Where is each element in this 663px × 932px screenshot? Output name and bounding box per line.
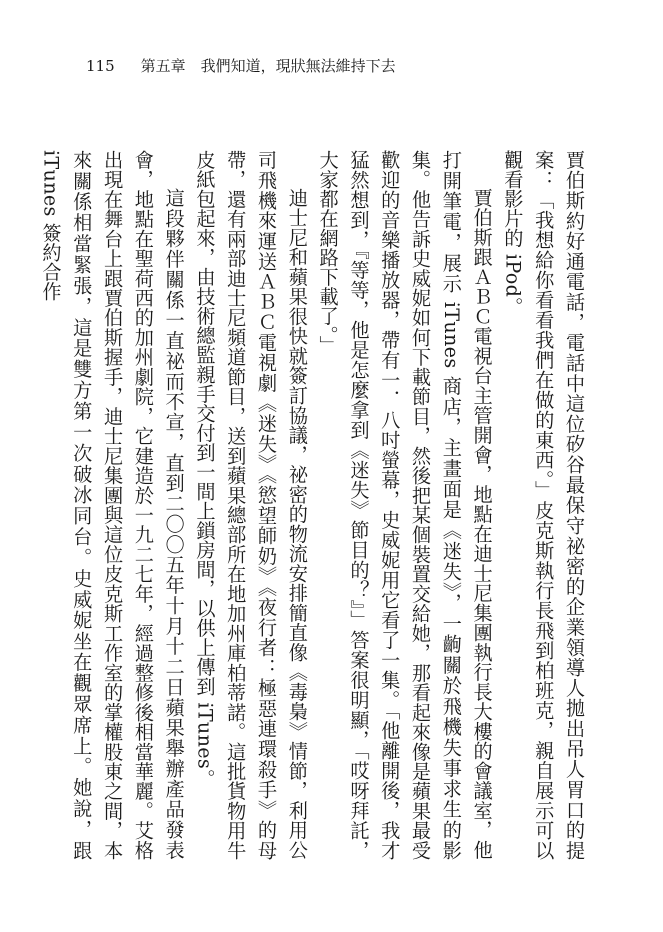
running-header <box>86 56 396 76</box>
paragraph: 迪士尼和蘋果很快就簽訂協議，祕密的物流安排簡直像《毒梟》情節，利用公司飛機來運送ＡＢＣ電視劇《迷失》《慾望師奶》《夜行者：極惡連環殺手》的母帶，還有兩部迪士尼頻道節目，送到蘋果總部所在地加州庫柏蒂諾。這批貨物用牛皮紙包起來，由技術總監親手交付到一間上鎖房間，以供上傳到 iTunes。 <box>193 150 309 860</box>
chapter-title: 第五章 我們知道，現狀無法維持下去 <box>140 57 396 75</box>
page-number: 115 <box>86 57 115 75</box>
paragraph: 這段夥伴關係一直祕而不宣，直到二〇〇五年十月十二日蘋果舉辦產品發表會，地點在聖荷西的加州劇院，它建造於一九二七年，經過整修後相當華麗。艾格出現在舞台上跟賈伯斯握手，迪士尼集團與這位皮克斯工作室的掌權股東之間，本來關係相當緊張，這是雙方第一次破冰同台。史威妮坐在觀眾席上。她說，跟 iTunes 簽約合作 <box>39 150 186 860</box>
body-text <box>39 150 589 860</box>
paragraph: 賈伯斯跟ＡＢＣ電視台主管開會，地點在迪士尼集團執行長大樓的會議室，他打開筆電，展示 iTunes 商店，主畫面是《迷失》，一齣關於飛機失事求生的影集。他告訴史威妮如何下載節目，然後把某個裝置交給她，那看起來像是蘋果最受歡迎的音樂播放器，帶有一．八吋螢幕，史威妮用它看了一集。「他離開後，我才猛然想到，『等等，他是怎麼拿到《迷失》節目的？』」答案很明顯，「哎呀拜託，大家都在網路下載了。」 <box>316 150 494 860</box>
paragraph: 賈伯斯約好通電話，電話中這位矽谷最保守祕密的企業領導人拋出吊人胃口的提案：「我想給你看看我們在做的東西。」皮克斯執行長飛到柏班克，親自展示可以觀看影片的 iPod。 <box>501 150 586 860</box>
